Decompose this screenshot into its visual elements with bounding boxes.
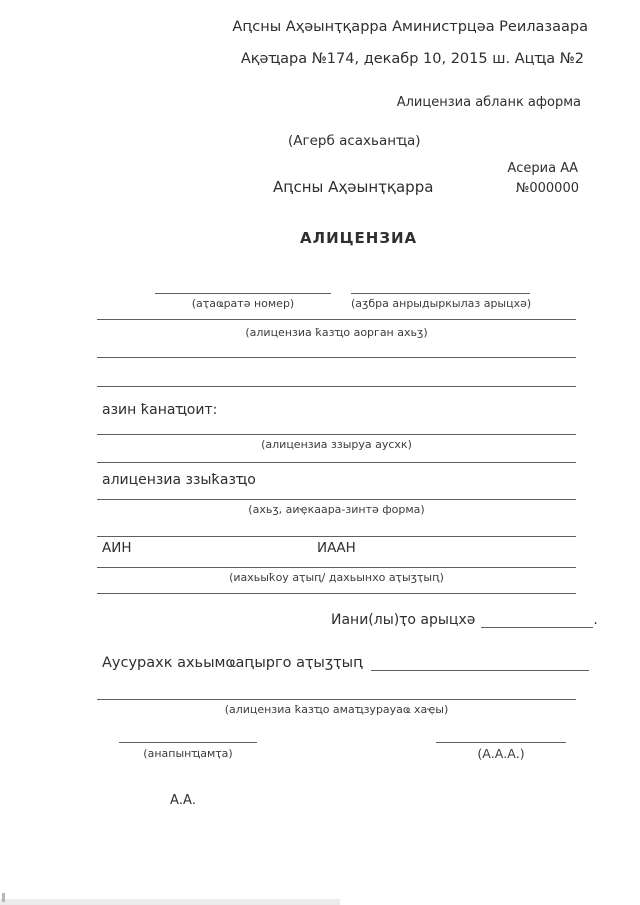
initials-caption: (А.А.А.)	[477, 746, 525, 761]
iaan-label: ИААН	[317, 540, 356, 556]
decree-header-line1: Аԥсны Аҳәынҭқарра Аминистрцәа Реилазаара	[232, 19, 588, 35]
license-number: №000000	[515, 181, 579, 196]
licensed-activity-caption: (алицензиа ззыруа аусхк)	[261, 438, 412, 451]
emblem-placeholder-note: (Агерб асахьанҵа)	[288, 133, 421, 149]
blank-line-5	[97, 593, 576, 594]
issue-date-suffix: .	[593, 612, 598, 628]
grants-right-label: азин ҟанаҵоит:	[102, 402, 218, 418]
footer-initials: А.А.	[170, 793, 197, 808]
issue-date-label: Иани(лы)ҭо арыцхә	[331, 612, 476, 628]
ain-label: АИН	[102, 540, 132, 556]
blank-line-4	[97, 536, 576, 537]
scan-artifact-tick	[2, 893, 5, 902]
official-caption: (алицензиа ҟазҵо амаҵзурауаҩ хаҿы)	[224, 703, 449, 716]
registration-number-caption: (аҭаҩратә номер)	[191, 297, 295, 310]
blank-line-issuing-organ	[97, 319, 576, 320]
blank-line-name-legal-form	[97, 499, 576, 500]
blank-line-licensed-activity	[97, 434, 576, 435]
activity-place-row	[102, 654, 589, 671]
issue-date-row	[331, 611, 598, 628]
blank-line-initials	[436, 742, 566, 743]
document-title: АЛИЦЕНЗИА	[300, 229, 418, 247]
blank-line-signature	[119, 742, 257, 743]
blank-line-decision-date	[351, 293, 530, 294]
licensee-label: алицензиа ззыҟазҵо	[102, 472, 256, 488]
location-caption: (иахьыҟоу аҭыԥ/ дахьынхо аҭыӡҭыԥ)	[229, 571, 444, 584]
blank-line-2	[97, 386, 576, 387]
blank-line-registration-number	[155, 293, 331, 294]
blank-line-1	[97, 357, 576, 358]
scan-artifact-strip	[0, 899, 340, 905]
name-legal-form-caption: (ахьӡ, аиҿкаара-зинтә форма)	[248, 503, 425, 516]
state-name: Аԥсны Аҳәынҭқарра	[273, 178, 434, 196]
blank-line-official	[97, 699, 576, 700]
signature-caption: (анапынҵамҭа)	[143, 747, 233, 760]
form-note: Алицензиа абланк аформа	[396, 95, 581, 110]
activity-place-label: Аусурахк ахьымҩаԥырго аҭыӡҭыԥ	[102, 655, 364, 671]
decision-date-caption: (аӡбра анрыдыркылаз арыцхә)	[351, 297, 532, 310]
decree-header-line2: Ақәҵара №174, декабр 10, 2015 ш. Ацҵа №2	[240, 51, 584, 67]
issuing-organ-caption: (алицензиа ҟазҵо аорган ахьӡ)	[245, 326, 428, 339]
series-value: Асериа АА	[507, 161, 578, 176]
blank-line-3	[97, 462, 576, 463]
blank-line-activity-place	[371, 654, 589, 671]
blank-line-location	[97, 567, 576, 568]
blank-line-issue-date	[481, 611, 593, 628]
